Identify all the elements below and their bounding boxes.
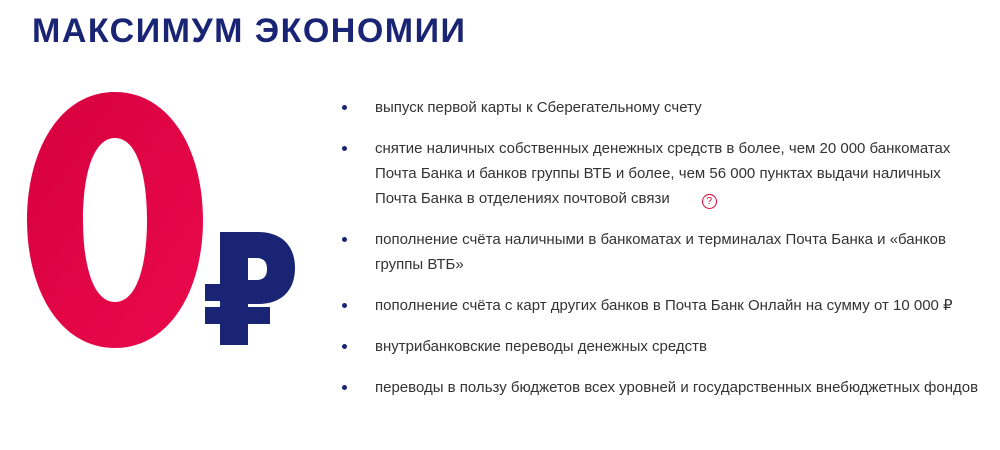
list-item — [340, 375, 980, 400]
benefit-text: переводы в пользу бюджетов всех уровней и государственных внебюджетных фондов — [375, 379, 979, 396]
benefit-text: выпуск первой карты к Сберегательному счету — [375, 99, 702, 116]
page-title: МАКСИМУМ ЭКОНОМИИ — [32, 12, 467, 50]
benefit-text: внутрибанковские переводы денежных средств — [375, 338, 707, 355]
list-item — [340, 136, 980, 211]
bullet-icon — [342, 303, 347, 308]
list-item — [340, 293, 980, 318]
benefit-text: пополнение счёта с карт других банков в Почта Банк Онлайн на сумму от 10 000 ₽ — [375, 297, 953, 314]
list-item — [340, 95, 980, 120]
zero-digit — [27, 92, 203, 348]
list-item — [340, 334, 980, 359]
bullet-icon — [342, 146, 347, 151]
benefits-list — [340, 95, 980, 400]
bullet-icon — [342, 237, 347, 242]
ruble-sign-icon — [205, 232, 295, 345]
zero-ruble-graphic — [20, 80, 310, 360]
help-question-icon[interactable]: ? — [702, 194, 717, 209]
list-item — [340, 227, 980, 277]
benefit-text: пополнение счёта наличными в банкоматах и терминалах Почта Банка и «банков группы ВТБ» — [375, 231, 946, 273]
bullet-icon — [342, 105, 347, 110]
bullet-icon — [342, 385, 347, 390]
bullet-icon — [342, 344, 347, 349]
benefit-text: снятие наличных собственных денежных средств в более, чем 20 000 банкоматах Почта Банка и банков группы ВТБ и более, чем 56 000 пунктах выдачи наличных Почта Банка в отделениях почтовой связи — [375, 140, 951, 207]
